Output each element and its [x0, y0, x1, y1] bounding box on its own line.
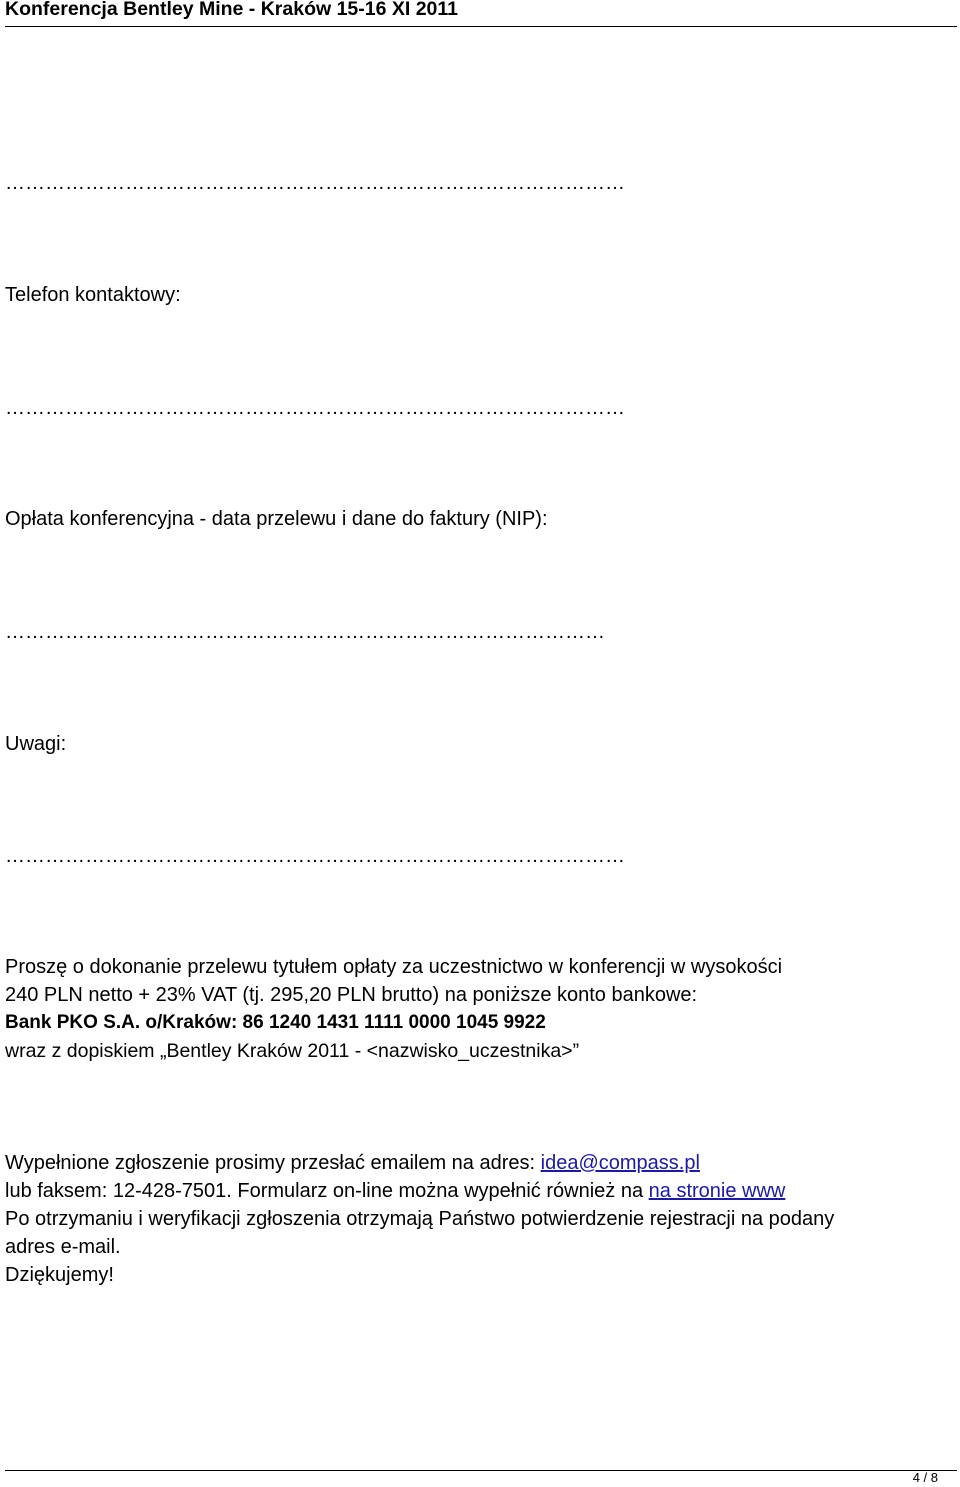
fee-fill-dots: ………………………………………………………………………………: [5, 621, 605, 643]
email-submission-text: Wypełnione zgłoszenie prosimy przesłać emailem na adres:: [5, 1152, 541, 1174]
phone-fill-dots: …………………………………………………………………………………: [5, 397, 625, 419]
remarks-label: Uwagi:: [5, 733, 67, 755]
website-link[interactable]: na stronie www: [648, 1180, 786, 1202]
remarks-fill-dots: …………………………………………………………………………………: [5, 845, 625, 867]
confirmation-line-1: Po otrzymaniu i weryfikacji zgłoszenia otrzymają Państwo potwierdzenie rejestracji na podany: [5, 1208, 835, 1230]
email-submission-line: [5, 1152, 700, 1175]
email-link[interactable]: idea@compass.pl: [540, 1152, 700, 1174]
page-number: 4 / 8: [912, 1470, 938, 1485]
phone-label: Telefon kontaktowy:: [5, 284, 181, 306]
fax-online-text: lub faksem: 12-428-7501. Formularz on-line można wypełnić również na: [5, 1180, 649, 1202]
header-divider: [5, 26, 957, 27]
footer-divider: [5, 1470, 957, 1471]
bank-account-line: Bank PKO S.A. o/Kraków: 86 1240 1431 1111 0000 1045 9922: [5, 1012, 546, 1033]
document-header-title: Konferencja Bentley Mine - Kraków 15-16 XI 2011: [5, 0, 459, 20]
fee-label: Opłata konferencyjna - data przelewu i dane do faktury (NIP):: [5, 508, 548, 530]
payment-line-1: Proszę o dokonanie przelewu tytułem opłaty za uczestnictwo w konferencji w wysokości: [5, 956, 783, 978]
fill-in-dots-1: …………………………………………………………………………………: [5, 172, 625, 194]
confirmation-line-2: adres e-mail.: [5, 1236, 121, 1258]
payment-line-2: 240 PLN netto + 23% VAT (tj. 295,20 PLN brutto) na poniższe konto bankowe:: [5, 984, 698, 1006]
thanks-text: Dziękujemy!: [5, 1264, 114, 1286]
fax-online-line: [5, 1180, 785, 1203]
transfer-note-line: wraz z dopiskiem „Bentley Kraków 2011 - <nazwisko_uczestnika>”: [5, 1040, 580, 1062]
